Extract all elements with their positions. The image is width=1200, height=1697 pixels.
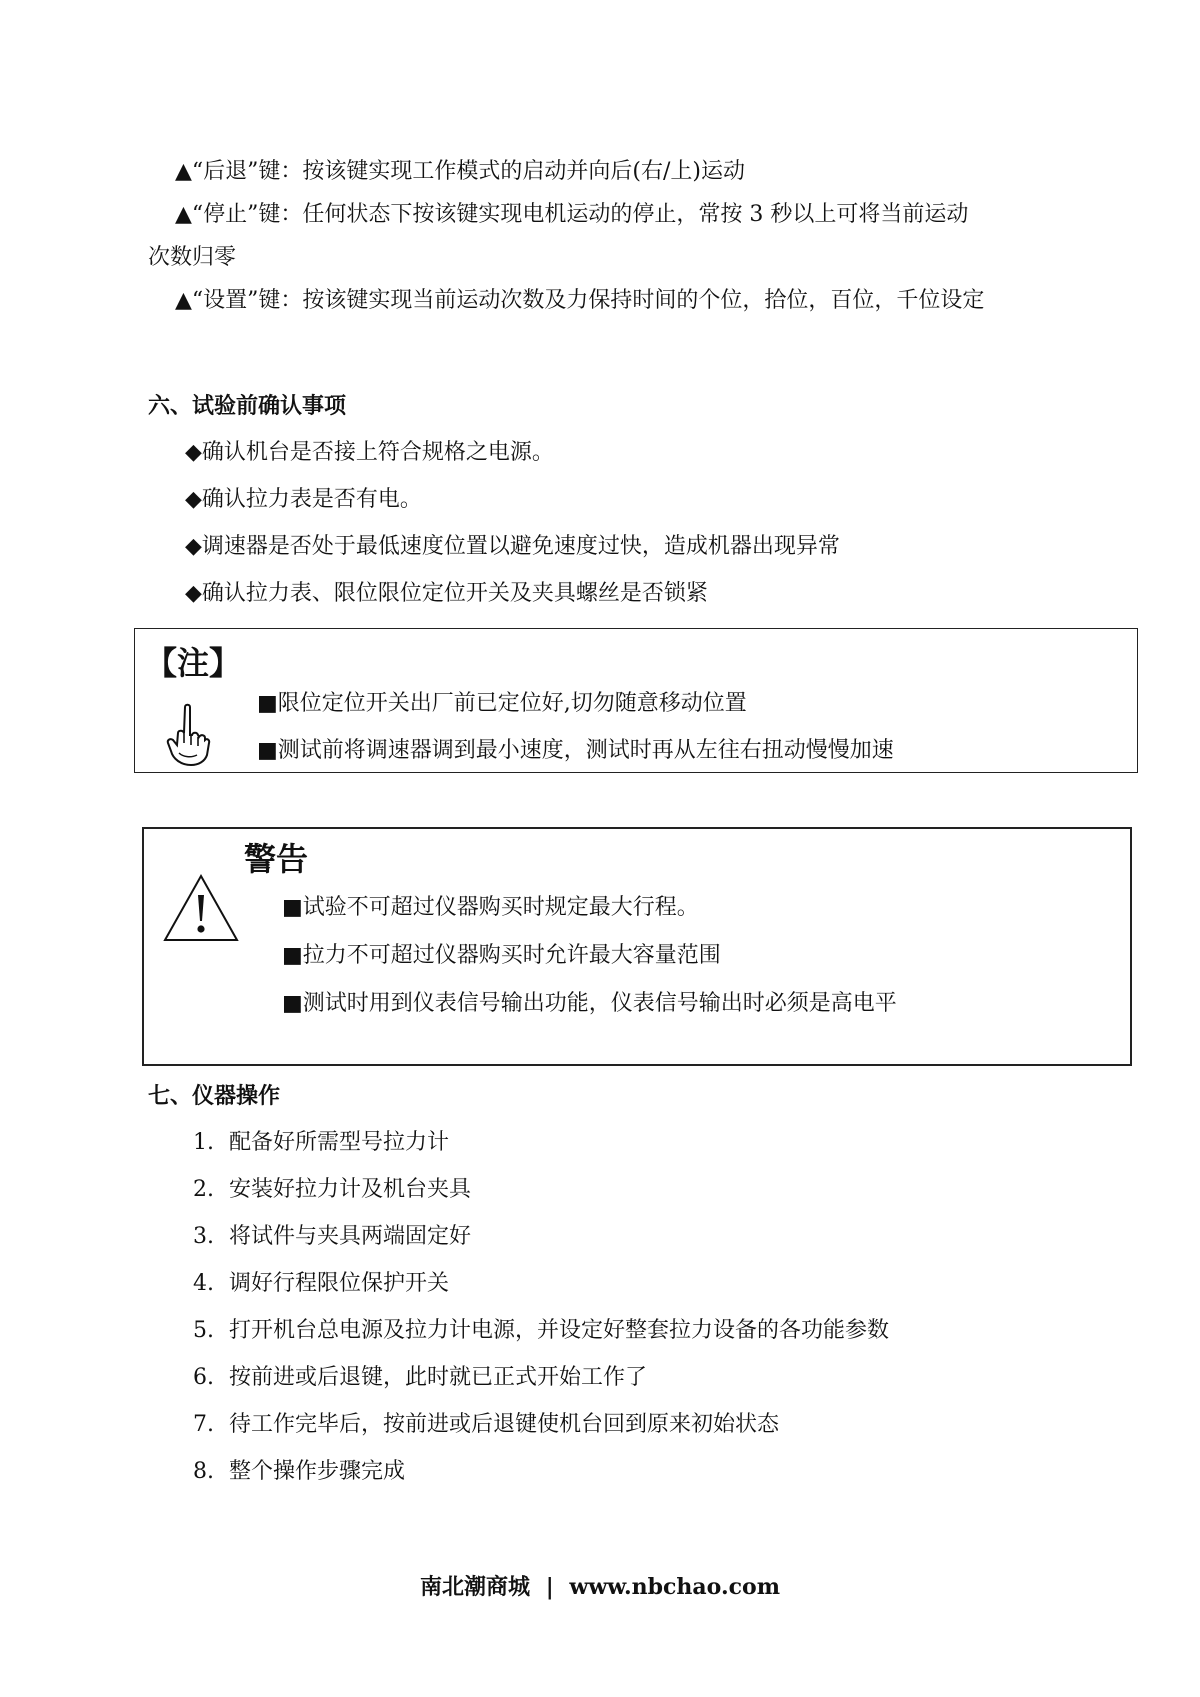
check-item: ◆确认拉力表、限位限位定位开关及夹具螺丝是否锁紧 [185, 581, 708, 606]
key-set-description [175, 286, 984, 316]
operation-step [193, 1316, 889, 1346]
step-number: 4. [193, 1271, 214, 1296]
step-text: 打开机台总电源及拉力计电源，并设定好整套拉力设备的各功能参数 [229, 1318, 890, 1343]
step-number: 6. [193, 1365, 214, 1390]
step-number: 8. [193, 1459, 214, 1484]
key-text: “后退”键：按该键实现工作模式的启动并向后(右/上)运动 [191, 159, 745, 184]
warning-triangle-icon [162, 873, 240, 943]
check-item: ◆确认机台是否接上符合规格之电源。 [185, 440, 554, 465]
key-backward-description [175, 157, 745, 187]
note-box [134, 628, 1138, 773]
operation-step [193, 1457, 405, 1487]
operation-step [193, 1269, 449, 1299]
step-text: 待工作完毕后，按前进或后退键使机台回到原来初始状态 [229, 1412, 780, 1437]
step-number: 3. [193, 1224, 214, 1249]
check-item: ◆确认拉力表是否有电。 [185, 487, 422, 512]
operation-step [193, 1222, 471, 1252]
key-text: “设置”键：按该键实现当前运动次数及力保持时间的个位，拾位，百位，千位设定 [191, 288, 985, 313]
step-number: 1. [193, 1130, 214, 1155]
step-text: 将试件与夹具两端固定好 [229, 1224, 472, 1249]
footer-url: www.nbchao.com [569, 1574, 780, 1600]
step-text: 整个操作步骤完成 [229, 1459, 406, 1484]
step-number: 7. [193, 1412, 214, 1437]
check-item: ◆调速器是否处于最低速度位置以避免速度过快，造成机器出现异常 [185, 534, 840, 559]
warning-item: ■测试时用到仪表信号输出功能，仪表信号输出时必须是高电平 [282, 991, 897, 1016]
operation-step [193, 1175, 471, 1205]
page-footer [0, 1572, 1200, 1602]
note-item: ■限位定位开关出厂前已定位好,切勿随意移动位置 [257, 691, 747, 716]
key-stop-continued [148, 243, 236, 273]
step-text: 配备好所需型号拉力计 [229, 1130, 450, 1155]
warning-item: ■拉力不可超过仪器购买时允许最大容量范围 [282, 943, 721, 968]
step-number: 5. [193, 1318, 214, 1343]
footer-site-name: 南北潮商城 [420, 1574, 531, 1600]
operation-step [193, 1128, 449, 1158]
step-text: 按前进或后退键，此时就已正式开始工作了 [229, 1365, 648, 1390]
operation-step [193, 1410, 779, 1440]
key-text: 次数归零 [148, 245, 237, 270]
note-title: 【注】 [145, 644, 242, 682]
note-item: ■测试前将调速器调到最小速度，测试时再从左往右扭动慢慢加速 [257, 738, 894, 763]
pointing-hand-icon [165, 703, 211, 767]
step-number: 2. [193, 1177, 214, 1202]
triangle-marker: ▲ [175, 288, 192, 313]
step-text: 调好行程限位保护开关 [229, 1271, 450, 1296]
key-text: “停止”键：任何状态下按该键实现电机运动的停止，常按 3 秒以上可将当前运动 [191, 202, 969, 227]
section-6-heading: 六、试验前确认事项 [148, 394, 347, 419]
footer-separator: | [545, 1574, 554, 1600]
triangle-marker: ▲ [175, 202, 192, 227]
operation-step [193, 1363, 647, 1393]
key-stop-description [175, 200, 968, 230]
warning-title: 警告 [244, 840, 309, 878]
warning-item: ■试验不可超过仪器购买时规定最大行程。 [282, 895, 699, 920]
step-text: 安装好拉力计及机台夹具 [229, 1177, 472, 1202]
warning-box [142, 827, 1132, 1066]
section-7-heading: 七、仪器操作 [148, 1084, 281, 1109]
triangle-marker: ▲ [175, 159, 192, 184]
